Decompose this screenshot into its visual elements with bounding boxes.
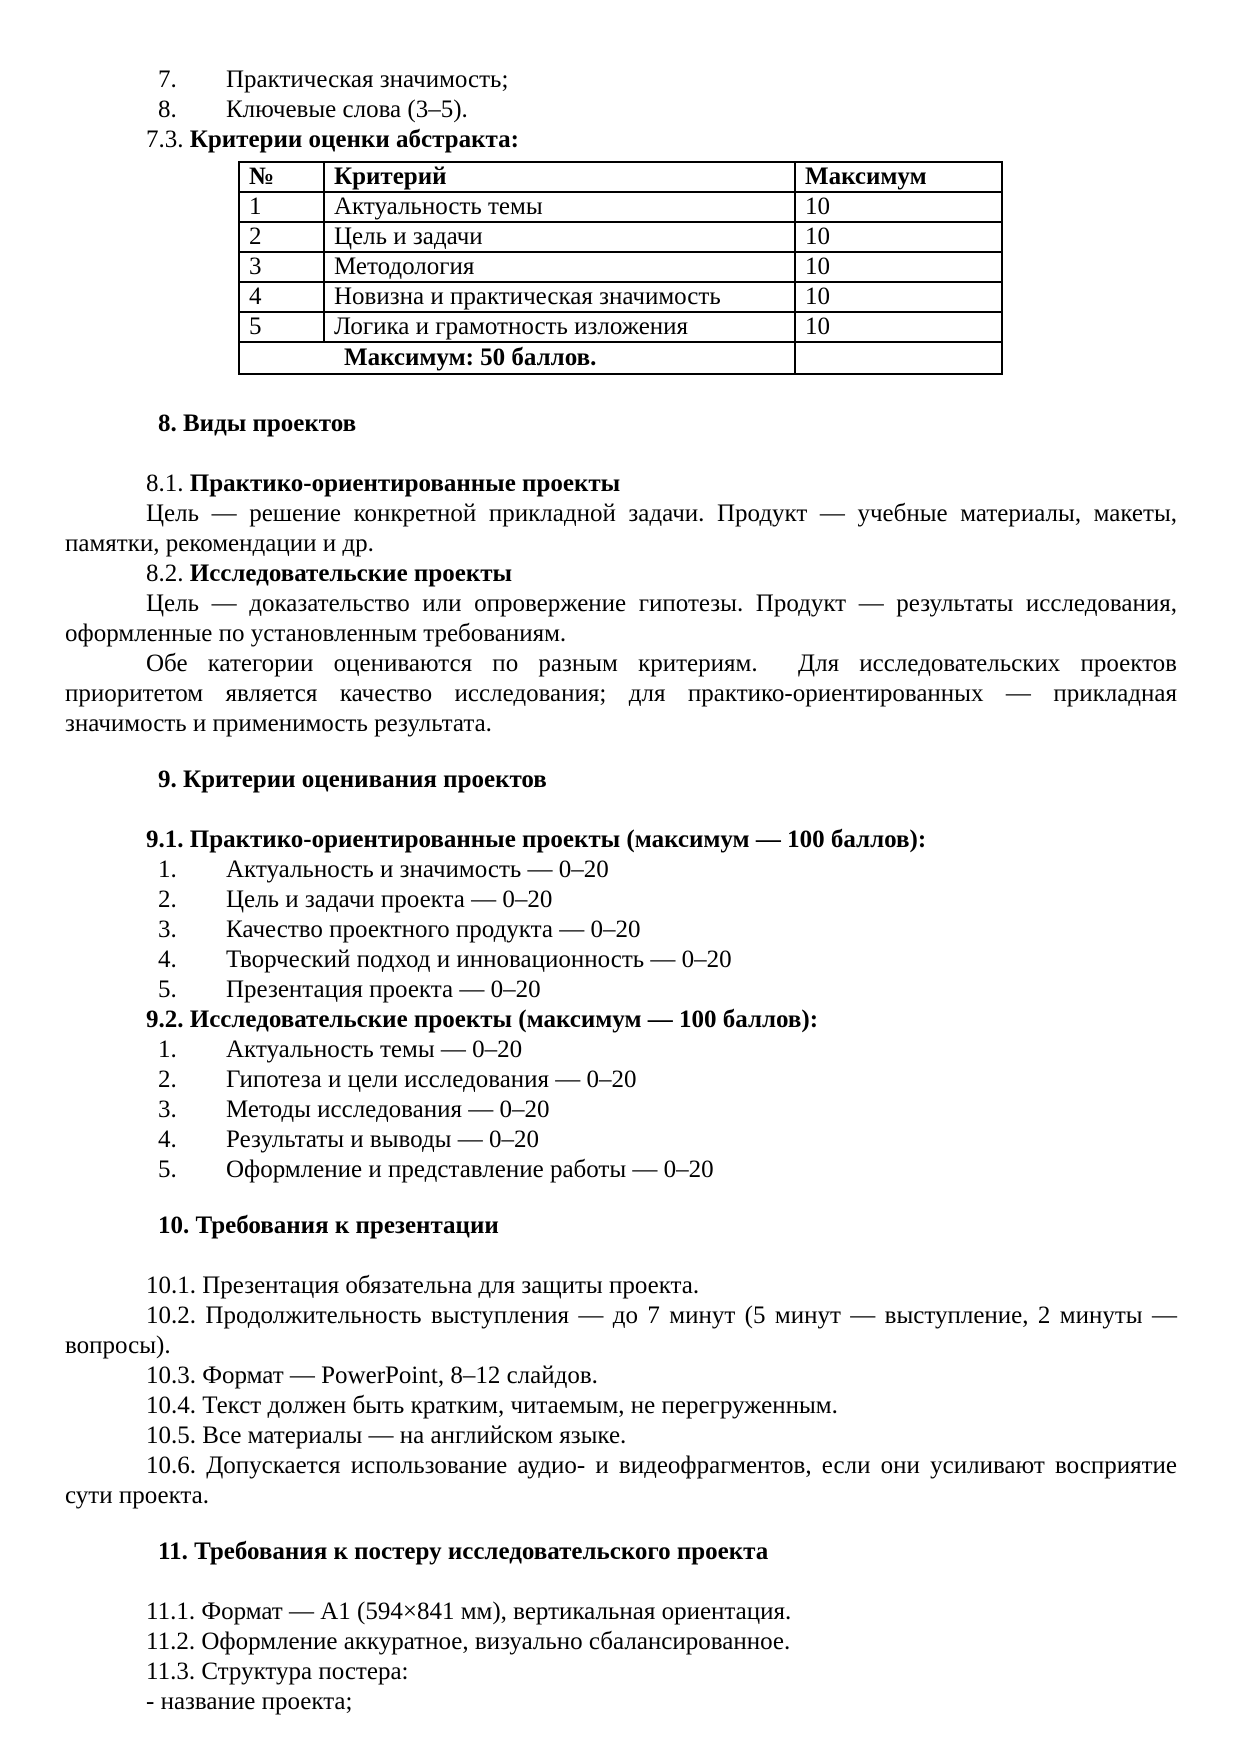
list-item xyxy=(65,1035,1177,1065)
paragraph-line: вопросы). xyxy=(65,1332,171,1359)
paragraph-line: 10.1. Презентация обязательна для защиты проекта. xyxy=(146,1272,700,1299)
list-number: 1. xyxy=(158,1036,177,1063)
column-header-max: Максимум xyxy=(795,162,1002,192)
section-title: Практико-ориентированные проекты xyxy=(189,470,621,497)
table-total-empty-cell xyxy=(795,342,1002,374)
cell-number: 3 xyxy=(239,252,324,282)
list-text: Актуальность и значимость — 0–20 xyxy=(226,856,609,883)
section-title: Исследовательские проекты xyxy=(189,560,513,587)
column-header-number: № xyxy=(239,162,324,192)
list-number: 3. xyxy=(158,1096,177,1123)
section-number: 7.3. xyxy=(146,126,184,153)
list-number: 1. xyxy=(158,856,177,883)
paragraph-line: 11.3. Структура постера: xyxy=(146,1658,409,1685)
cell-criterion: Логика и грамотность изложения xyxy=(324,312,795,342)
list-text: Методы исследования — 0–20 xyxy=(226,1096,550,1123)
list-item xyxy=(65,1095,1177,1125)
section-number: 8.1. xyxy=(146,470,184,497)
section-8-2-heading xyxy=(65,559,1177,589)
list-number: 2. xyxy=(158,1066,177,1093)
list-item xyxy=(65,915,1177,945)
list-text: Гипотеза и цели исследования — 0–20 xyxy=(226,1066,637,1093)
column-header-criterion: Критерий xyxy=(324,162,795,192)
list-item xyxy=(65,1125,1177,1155)
section-9-1-heading: 9.1. Практико-ориентированные проекты (максимум — 100 баллов): xyxy=(146,826,927,853)
section-number: 8.2. xyxy=(146,560,184,587)
list-number: 8. xyxy=(158,96,177,123)
table-row xyxy=(239,192,1002,222)
list-item xyxy=(65,945,1177,975)
table-row xyxy=(239,312,1002,342)
paragraph-line: 11.2. Оформление аккуратное, визуально сбалансированное. xyxy=(146,1628,791,1655)
abstract-criteria-table xyxy=(238,161,1003,375)
paragraph-line: 10.5. Все материалы — на английском языке. xyxy=(146,1422,627,1449)
cell-number: 1 xyxy=(239,192,324,222)
list-number: 3. xyxy=(158,916,177,943)
section-10-heading: 10. Требования к презентации xyxy=(158,1212,499,1239)
cell-number: 2 xyxy=(239,222,324,252)
table-header-row xyxy=(239,162,1002,192)
table-total-row xyxy=(239,342,1002,374)
list-item xyxy=(65,885,1177,915)
list-item xyxy=(65,1155,1177,1185)
list-text: Творческий подход и инновационность — 0–20 xyxy=(226,946,732,973)
list-text: Актуальность темы — 0–20 xyxy=(226,1036,523,1063)
list-item-8 xyxy=(65,95,1177,125)
list-number: 5. xyxy=(158,976,177,1003)
list-number: 2. xyxy=(158,886,177,913)
list-text: Результаты и выводы — 0–20 xyxy=(226,1126,539,1153)
list-text: Качество проектного продукта — 0–20 xyxy=(226,916,641,943)
paragraph-line: 11.1. Формат — А1 (594×841 мм), вертикальная ориентация. xyxy=(146,1598,792,1625)
cell-max: 10 xyxy=(795,222,1002,252)
list-text: Презентация проекта — 0–20 xyxy=(226,976,541,1003)
cell-criterion: Цель и задачи xyxy=(324,222,795,252)
table-row xyxy=(239,282,1002,312)
paragraph-line: Цель — доказательство или опровержение гипотезы. Продукт — результаты исследования, xyxy=(146,590,1177,617)
cell-max: 10 xyxy=(795,192,1002,222)
list-text: Оформление и представление работы — 0–20 xyxy=(226,1156,714,1183)
paragraph-line: значимость и применимость результата. xyxy=(65,710,492,737)
list-number: 7. xyxy=(158,66,177,93)
cell-criterion: Методология xyxy=(324,252,795,282)
list-number: 5. xyxy=(158,1156,177,1183)
cell-number: 4 xyxy=(239,282,324,312)
list-item xyxy=(65,975,1177,1005)
paragraph-line: оформленные по установленным требованиям. xyxy=(65,620,567,647)
cell-criterion: Новизна и практическая значимость xyxy=(324,282,795,312)
section-8-1-heading xyxy=(65,469,1177,499)
paragraph-line: Цель — решение конкретной прикладной задачи. Продукт — учебные материалы, макеты, xyxy=(146,500,1177,527)
section-11-heading: 11. Требования к постеру исследовательского проекта xyxy=(158,1538,769,1565)
list-text: Цель и задачи проекта — 0–20 xyxy=(226,886,553,913)
paragraph-line: сути проекта. xyxy=(65,1482,209,1509)
cell-criterion: Актуальность темы xyxy=(324,192,795,222)
list-text: Практическая значимость; xyxy=(226,66,509,93)
paragraph-line: 10.6. Допускается использование аудио- и видеофрагментов, если они усиливают восприятие xyxy=(146,1452,1177,1479)
paragraph-line: памятки, рекомендации и др. xyxy=(65,530,374,557)
table-row xyxy=(239,222,1002,252)
list-item xyxy=(65,855,1177,885)
section-9-heading: 9. Критерии оценивания проектов xyxy=(158,766,547,793)
table-row xyxy=(239,252,1002,282)
list-number: 4. xyxy=(158,946,177,973)
table-total-label: Максимум: 50 баллов. xyxy=(239,342,795,374)
cell-max: 10 xyxy=(795,312,1002,342)
cell-max: 10 xyxy=(795,282,1002,312)
section-7-3-heading xyxy=(65,125,1177,155)
cell-max: 10 xyxy=(795,252,1002,282)
paragraph-line: приоритетом является качество исследования; для практико-ориентированных — прикладная xyxy=(65,680,1177,707)
list-number: 4. xyxy=(158,1126,177,1153)
paragraph-line: 10.3. Формат — PowerPoint, 8–12 слайдов. xyxy=(146,1362,598,1389)
list-item-7 xyxy=(65,65,1177,95)
paragraph-line: 10.4. Текст должен быть кратким, читаемым, не перегруженным. xyxy=(146,1392,838,1419)
poster-structure-item: - название проекта; xyxy=(146,1688,353,1715)
paragraph-line: 10.2. Продолжительность выступления — до 7 минут (5 минут — выступление, 2 минуты — xyxy=(146,1302,1177,1329)
list-item xyxy=(65,1065,1177,1095)
section-8-heading: 8. Виды проектов xyxy=(158,410,357,437)
cell-number: 5 xyxy=(239,312,324,342)
section-title: Критерии оценки абстракта: xyxy=(189,126,519,153)
section-9-2-heading: 9.2. Исследовательские проекты (максимум — 100 баллов): xyxy=(146,1006,819,1033)
paragraph-line: Обе категории оцениваются по разным критериям. Для исследовательских проектов xyxy=(146,650,1177,677)
list-text: Ключевые слова (3–5). xyxy=(226,96,468,123)
